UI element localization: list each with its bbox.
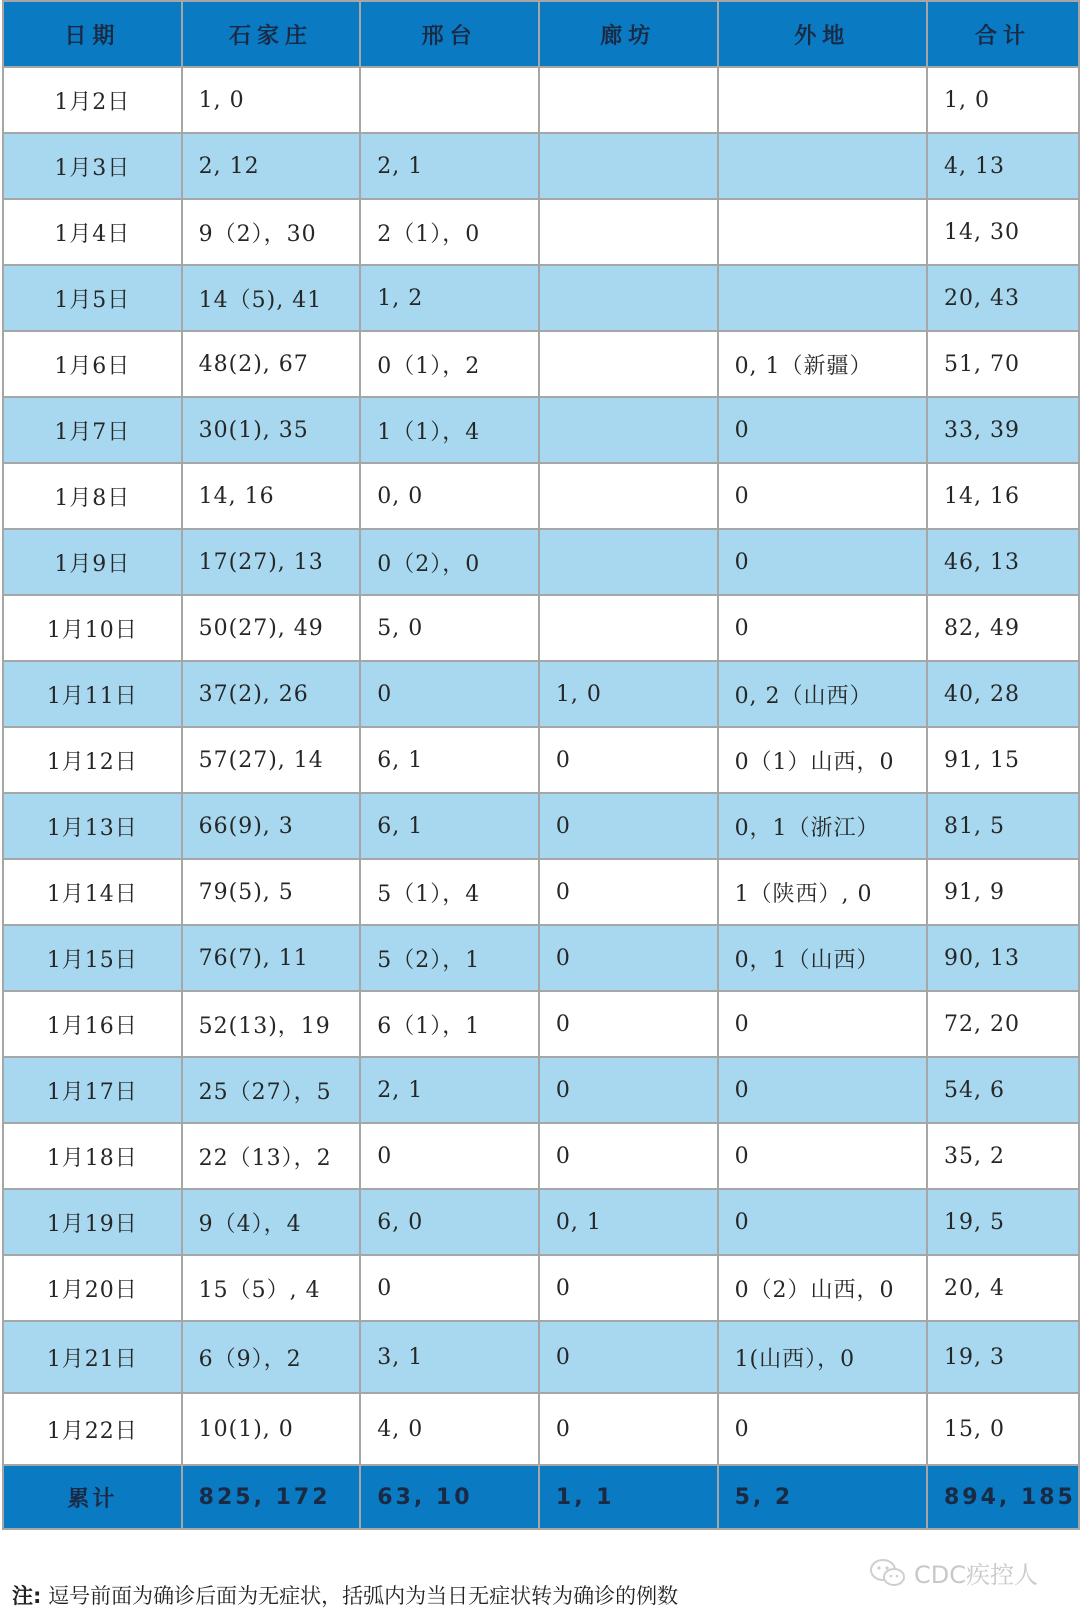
cell-date: 1月22日 [3,1393,182,1465]
cell-date: 1月21日 [3,1321,182,1393]
cell-other-regions: 1(山西），0 [718,1321,927,1393]
cell-xingtai: 0 [360,1123,539,1189]
cell-other-regions: 0 [718,595,927,661]
cell-total: 20, 4 [927,1255,1079,1321]
cell-total: 19, 5 [927,1189,1079,1255]
cell-other-regions: 0 [718,529,927,595]
table-row [3,661,1079,727]
total-langfang: 1, 1 [539,1465,718,1529]
cell-xingtai: 5, 0 [360,595,539,661]
cell-total: 81, 5 [927,793,1079,859]
cell-other-regions: 0 [718,991,927,1057]
cell-langfang [539,199,718,265]
cell-other-regions: 0（2）山西，0 [718,1255,927,1321]
cell-shijiazhuang: 48(2), 67 [182,331,361,397]
header-other-regions: 外地 [718,1,927,67]
cell-date: 1月11日 [3,661,182,727]
cell-other-regions: 0 [718,1123,927,1189]
table-row [3,859,1079,925]
cell-langfang: 0 [539,991,718,1057]
cell-other-regions: 0, 1（新疆） [718,331,927,397]
total-other-regions: 5, 2 [718,1465,927,1529]
cell-shijiazhuang: 10(1), 0 [182,1393,361,1465]
cell-other-regions: 0，1（浙江） [718,793,927,859]
cell-xingtai: 0（1），2 [360,331,539,397]
cell-total: 14, 16 [927,463,1079,529]
cell-langfang: 0 [539,1393,718,1465]
table-row [3,1321,1079,1393]
cell-other-regions: 0 [718,1189,927,1255]
cell-other-regions [718,67,927,133]
footnote-label: 注: [12,1584,42,1608]
cell-langfang: 0 [539,925,718,991]
cell-xingtai: 5（2），1 [360,925,539,991]
cell-date: 1月9日 [3,529,182,595]
cell-xingtai: 0 [360,661,539,727]
table-row [3,925,1079,991]
cell-other-regions: 0, 2（山西） [718,661,927,727]
cell-total: 72, 20 [927,991,1079,1057]
cell-xingtai: 5（1），4 [360,859,539,925]
cell-date: 1月4日 [3,199,182,265]
cell-shijiazhuang: 6（9），2 [182,1321,361,1393]
cell-langfang [539,529,718,595]
watermark-text: CDC疾控人 [914,1561,1038,1589]
cell-langfang: 0 [539,1321,718,1393]
cell-date: 1月15日 [3,925,182,991]
cell-xingtai: 2, 1 [360,1057,539,1123]
header-shijiazhuang: 石家庄 [182,1,361,67]
cell-xingtai: 0（2），0 [360,529,539,595]
cell-shijiazhuang: 9（4），4 [182,1189,361,1255]
cell-xingtai: 1, 2 [360,265,539,331]
cell-shijiazhuang: 52(13)，19 [182,991,361,1057]
cell-date: 1月12日 [3,727,182,793]
footnote-text: 逗号前面为确诊后面为无症状，括弧内为当日无症状转为确诊的例数 [41,1584,679,1608]
cell-xingtai: 0, 0 [360,463,539,529]
cell-shijiazhuang: 66(9), 3 [182,793,361,859]
cell-other-regions: 0 [718,1393,927,1465]
cell-other-regions [718,199,927,265]
cell-shijiazhuang: 14（5), 41 [182,265,361,331]
cell-langfang [539,67,718,133]
cell-date: 1月5日 [3,265,182,331]
cell-total: 91, 15 [927,727,1079,793]
cell-total: 19, 3 [927,1321,1079,1393]
cell-date: 1月17日 [3,1057,182,1123]
cell-other-regions: 1（陕西）, 0 [718,859,927,925]
cell-date: 1月20日 [3,1255,182,1321]
cell-xingtai [360,67,539,133]
cell-langfang: 0 [539,1057,718,1123]
table-row [3,1255,1079,1321]
cell-total: 54, 6 [927,1057,1079,1123]
cell-total: 33, 39 [927,397,1079,463]
cell-shijiazhuang: 15（5）, 4 [182,1255,361,1321]
header-row [3,1,1079,67]
cell-xingtai: 0 [360,1255,539,1321]
cell-other-regions: 0，1（山西） [718,925,927,991]
cell-date: 1月19日 [3,1189,182,1255]
table-row [3,67,1079,133]
header-xingtai: 邢台 [360,1,539,67]
cell-date: 1月2日 [3,67,182,133]
cell-langfang: 0 [539,1123,718,1189]
cell-date: 1月7日 [3,397,182,463]
total-label: 累计 [3,1465,182,1529]
cell-shijiazhuang: 9（2），30 [182,199,361,265]
cell-langfang: 1, 0 [539,661,718,727]
cell-date: 1月10日 [3,595,182,661]
cell-date: 1月18日 [3,1123,182,1189]
table-row [3,1123,1079,1189]
total-xingtai: 63, 10 [360,1465,539,1529]
table-row [3,1393,1079,1465]
cell-total: 51, 70 [927,331,1079,397]
cell-date: 1月8日 [3,463,182,529]
case-table [2,0,1080,1530]
header-date: 日期 [3,1,182,67]
cell-shijiazhuang: 22（13），2 [182,1123,361,1189]
cell-total: 46, 13 [927,529,1079,595]
cell-total: 82, 49 [927,595,1079,661]
cell-date: 1月16日 [3,991,182,1057]
cell-shijiazhuang: 57(27), 14 [182,727,361,793]
table-row [3,199,1079,265]
footnote [12,1580,678,1610]
table-row [3,133,1079,199]
cell-langfang: 0 [539,793,718,859]
cell-shijiazhuang: 1, 0 [182,67,361,133]
cell-shijiazhuang: 2, 12 [182,133,361,199]
table-row [3,463,1079,529]
cell-langfang: 0 [539,859,718,925]
cell-total: 35, 2 [927,1123,1079,1189]
cell-other-regions [718,265,927,331]
cell-langfang: 0 [539,727,718,793]
cell-other-regions: 0 [718,1057,927,1123]
cell-total: 40, 28 [927,661,1079,727]
table-row [3,1057,1079,1123]
cell-other-regions [718,133,927,199]
cell-xingtai: 6, 1 [360,727,539,793]
cell-total: 90, 13 [927,925,1079,991]
cell-langfang [539,133,718,199]
cell-shijiazhuang: 17(27), 13 [182,529,361,595]
total-row [3,1465,1079,1529]
cell-xingtai: 3, 1 [360,1321,539,1393]
cell-date: 1月13日 [3,793,182,859]
cell-xingtai: 2（1），0 [360,199,539,265]
cell-other-regions: 0（1）山西，0 [718,727,927,793]
cell-langfang [539,463,718,529]
header-total: 合计 [927,1,1079,67]
table-row [3,397,1079,463]
cell-shijiazhuang: 79(5), 5 [182,859,361,925]
cell-date: 1月3日 [3,133,182,199]
cell-total: 14, 30 [927,199,1079,265]
table-row [3,727,1079,793]
cell-date: 1月14日 [3,859,182,925]
cell-shijiazhuang: 76(7), 11 [182,925,361,991]
cell-shijiazhuang: 14, 16 [182,463,361,529]
cell-langfang [539,265,718,331]
cell-total: 4, 13 [927,133,1079,199]
cell-total: 15, 0 [927,1393,1079,1465]
cell-total: 91, 9 [927,859,1079,925]
wechat-icon [868,1557,908,1589]
table-row [3,265,1079,331]
table-row [3,991,1079,1057]
table-row [3,529,1079,595]
header-langfang: 廊坊 [539,1,718,67]
cell-langfang [539,397,718,463]
cell-other-regions: 0 [718,463,927,529]
cell-total: 20, 43 [927,265,1079,331]
cell-langfang [539,595,718,661]
cell-langfang [539,331,718,397]
total-shijiazhuang: 825, 172 [182,1465,361,1529]
cell-langfang: 0, 1 [539,1189,718,1255]
table-row [3,1189,1079,1255]
cell-other-regions: 0 [718,397,927,463]
cell-langfang: 0 [539,1255,718,1321]
cell-xingtai: 1（1），4 [360,397,539,463]
total-sum: 894, 185 [927,1465,1079,1529]
cell-xingtai: 4, 0 [360,1393,539,1465]
table-row [3,595,1079,661]
cell-xingtai: 6（1），1 [360,991,539,1057]
cell-xingtai: 6, 1 [360,793,539,859]
cell-shijiazhuang: 37(2), 26 [182,661,361,727]
cell-date: 1月6日 [3,331,182,397]
table-row [3,793,1079,859]
watermark [868,1555,1038,1590]
cell-total: 1, 0 [927,67,1079,133]
cell-shijiazhuang: 25（27），5 [182,1057,361,1123]
cell-xingtai: 2, 1 [360,133,539,199]
table-row [3,331,1079,397]
cell-shijiazhuang: 30(1), 35 [182,397,361,463]
cell-xingtai: 6, 0 [360,1189,539,1255]
cell-shijiazhuang: 50(27), 49 [182,595,361,661]
